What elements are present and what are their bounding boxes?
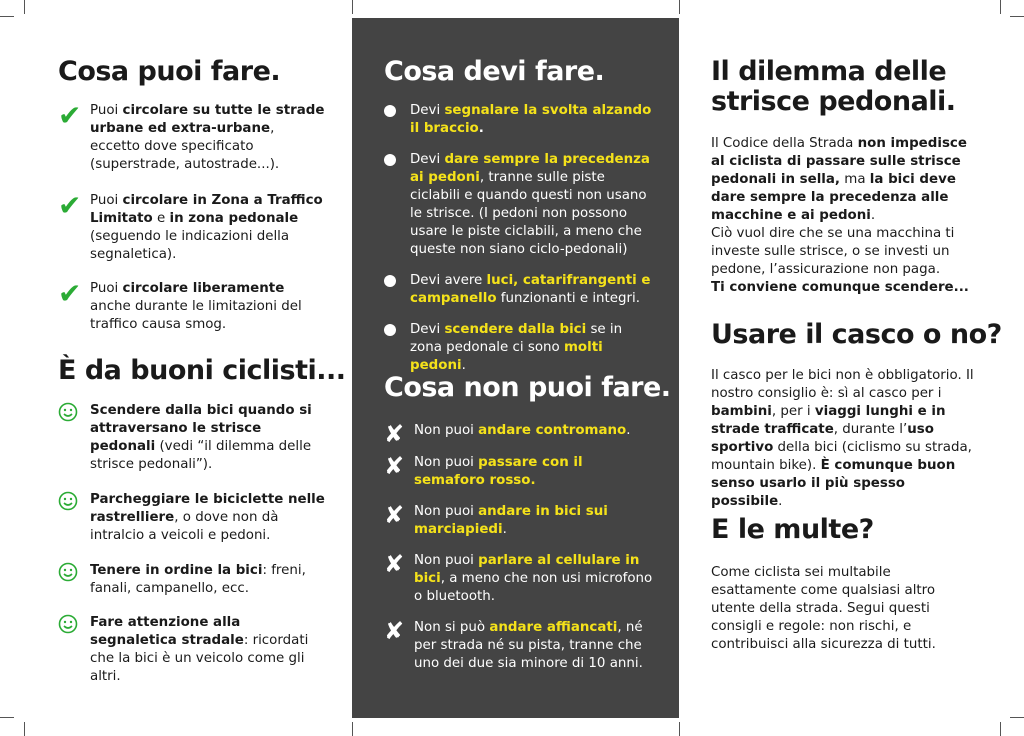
cannot-item-text: Non puoi passare con il semaforo rosso. <box>414 455 583 488</box>
smiley-icon <box>58 614 78 634</box>
section-title-good-cyclist: È da buoni ciclisti... <box>58 355 346 386</box>
bullet-dot-icon <box>384 324 396 336</box>
cross-icon: ✘ <box>384 501 405 529</box>
crop-mark <box>352 0 353 14</box>
can-item-text: Puoi circolare liberamente anche durante le limitazioni del traffico causa smog. <box>90 281 302 332</box>
good-item-text: Tenere in ordine la bici: freni, fanali, campanello, ecc. <box>90 563 306 596</box>
good-item-text: Scendere dalla bici quando si attraversano le strisce pedonali (vedi “il dilemma delle strisce pedonali”). <box>90 403 312 472</box>
column-right <box>679 0 1024 736</box>
must-item <box>384 272 654 310</box>
smiley-icon <box>58 491 78 511</box>
cannot-item <box>384 503 654 541</box>
bullet-dot-icon <box>384 154 396 166</box>
smiley-icon <box>58 562 78 582</box>
can-item-text: Puoi circolare in Zona a Traffico Limitato e in zona pedonale (seguendo le indicazioni della segnaletica). <box>90 193 323 262</box>
crossing-paragraph: Il Codice della Strada non impedisce al ciclista di passare sulle strisce pedonali in sella, ma la bici deve dare sempre la precedenza alle macchine e ai pedoni. Ciò vuol dire che se una macchina ti investe sulle strisce, o se investi un pedone, l’assicurazione non paga. Ti conviene comunque scendere... <box>711 136 969 295</box>
good-item-text: Parcheggiare le biciclette nelle rastrelliere, o dove non dà intralcio a veicoli e pedoni. <box>90 492 325 543</box>
cannot-item-text: Non puoi andare in bici sui marciapiedi. <box>414 504 608 537</box>
section-title-cannot: Cosa non puoi fare. <box>384 372 671 403</box>
good-item <box>58 402 328 476</box>
cannot-item <box>384 420 654 448</box>
section-title-must: Cosa devi fare. <box>384 56 605 87</box>
bullet-dot-icon <box>384 275 396 287</box>
good-item <box>58 614 328 684</box>
cross-icon: ✘ <box>384 617 405 645</box>
cannot-item-text: Non puoi andare contromano. <box>414 423 631 438</box>
can-item-text: Puoi circolare su tutte le strade urbane ed extra-urbane, eccetto dove specificato (superstrade, autostrade...). <box>90 103 325 172</box>
can-item <box>58 189 328 264</box>
good-item-text: Fare attenzione alla segnaletica stradale: ricordati che la bici è un veicolo come gli altri. <box>90 615 309 684</box>
must-item-text: Devi segnalare la svolta alzando il braccio. <box>410 103 652 136</box>
must-item <box>384 321 654 373</box>
check-icon: ✔ <box>58 277 82 310</box>
section-title-helmet: Usare il casco o no? <box>711 319 1002 350</box>
must-item <box>384 102 654 140</box>
can-item <box>58 277 328 334</box>
section-title-fines: E le multe? <box>711 514 874 545</box>
column-middle-panel <box>352 18 679 718</box>
crop-mark <box>352 722 353 736</box>
cross-icon: ✘ <box>384 420 405 448</box>
cross-icon: ✘ <box>384 452 405 480</box>
section-title-can: Cosa puoi fare. <box>58 56 281 87</box>
column-left <box>0 0 352 736</box>
must-item-text: Devi avere luci, catarifrangenti e campanello funzionanti e integri. <box>410 273 651 306</box>
check-icon: ✔ <box>58 189 82 222</box>
good-item <box>58 491 328 547</box>
cannot-item <box>384 619 654 675</box>
cannot-item <box>384 454 654 492</box>
cross-icon: ✘ <box>384 550 405 578</box>
must-item <box>384 151 654 263</box>
helmet-paragraph: Il casco per le bici non è obbligatorio. Il nostro consiglio è: sì al casco per i bambini, per i viaggi lunghi e in strade trafficate, durante l’uso sportivo della bici (ciclismo su strada, mountain bike). È comunque buon senso usarlo il più spesso possibile. <box>711 368 974 509</box>
good-item <box>58 562 328 600</box>
cannot-item <box>384 552 654 608</box>
smiley-icon <box>58 402 78 422</box>
section-title-crossing-dilemma: Il dilemma delle strisce pedonali. <box>711 56 956 117</box>
can-item <box>58 99 328 174</box>
cannot-item-text: Non puoi parlare al cellulare in bici, a meno che non usi microfono o bluetooth. <box>414 553 653 604</box>
fines-paragraph: Come ciclista sei multabile esattamente come qualsiasi altro utente della strada. Segui questi consigli e regole: non rischi, e contribuisci alla sicurezza di tutti. <box>711 565 936 652</box>
bullet-dot-icon <box>384 105 396 117</box>
must-item-text: Devi dare sempre la precedenza ai pedoni, tranne sulle piste ciclabili e quando questi non usano le strisce. (I pedoni non possono usare le piste ciclabili, a meno che queste non siano ciclo-pedonali) <box>410 152 650 257</box>
must-item-text: Devi scendere dalla bici se in zona pedonale ci sono molti pedoni. <box>410 322 623 373</box>
check-icon: ✔ <box>58 99 82 132</box>
cannot-item-text: Non si può andare affiancati, né per strada né su pista, tranne che uno dei due sia minore di 10 anni. <box>414 620 643 671</box>
